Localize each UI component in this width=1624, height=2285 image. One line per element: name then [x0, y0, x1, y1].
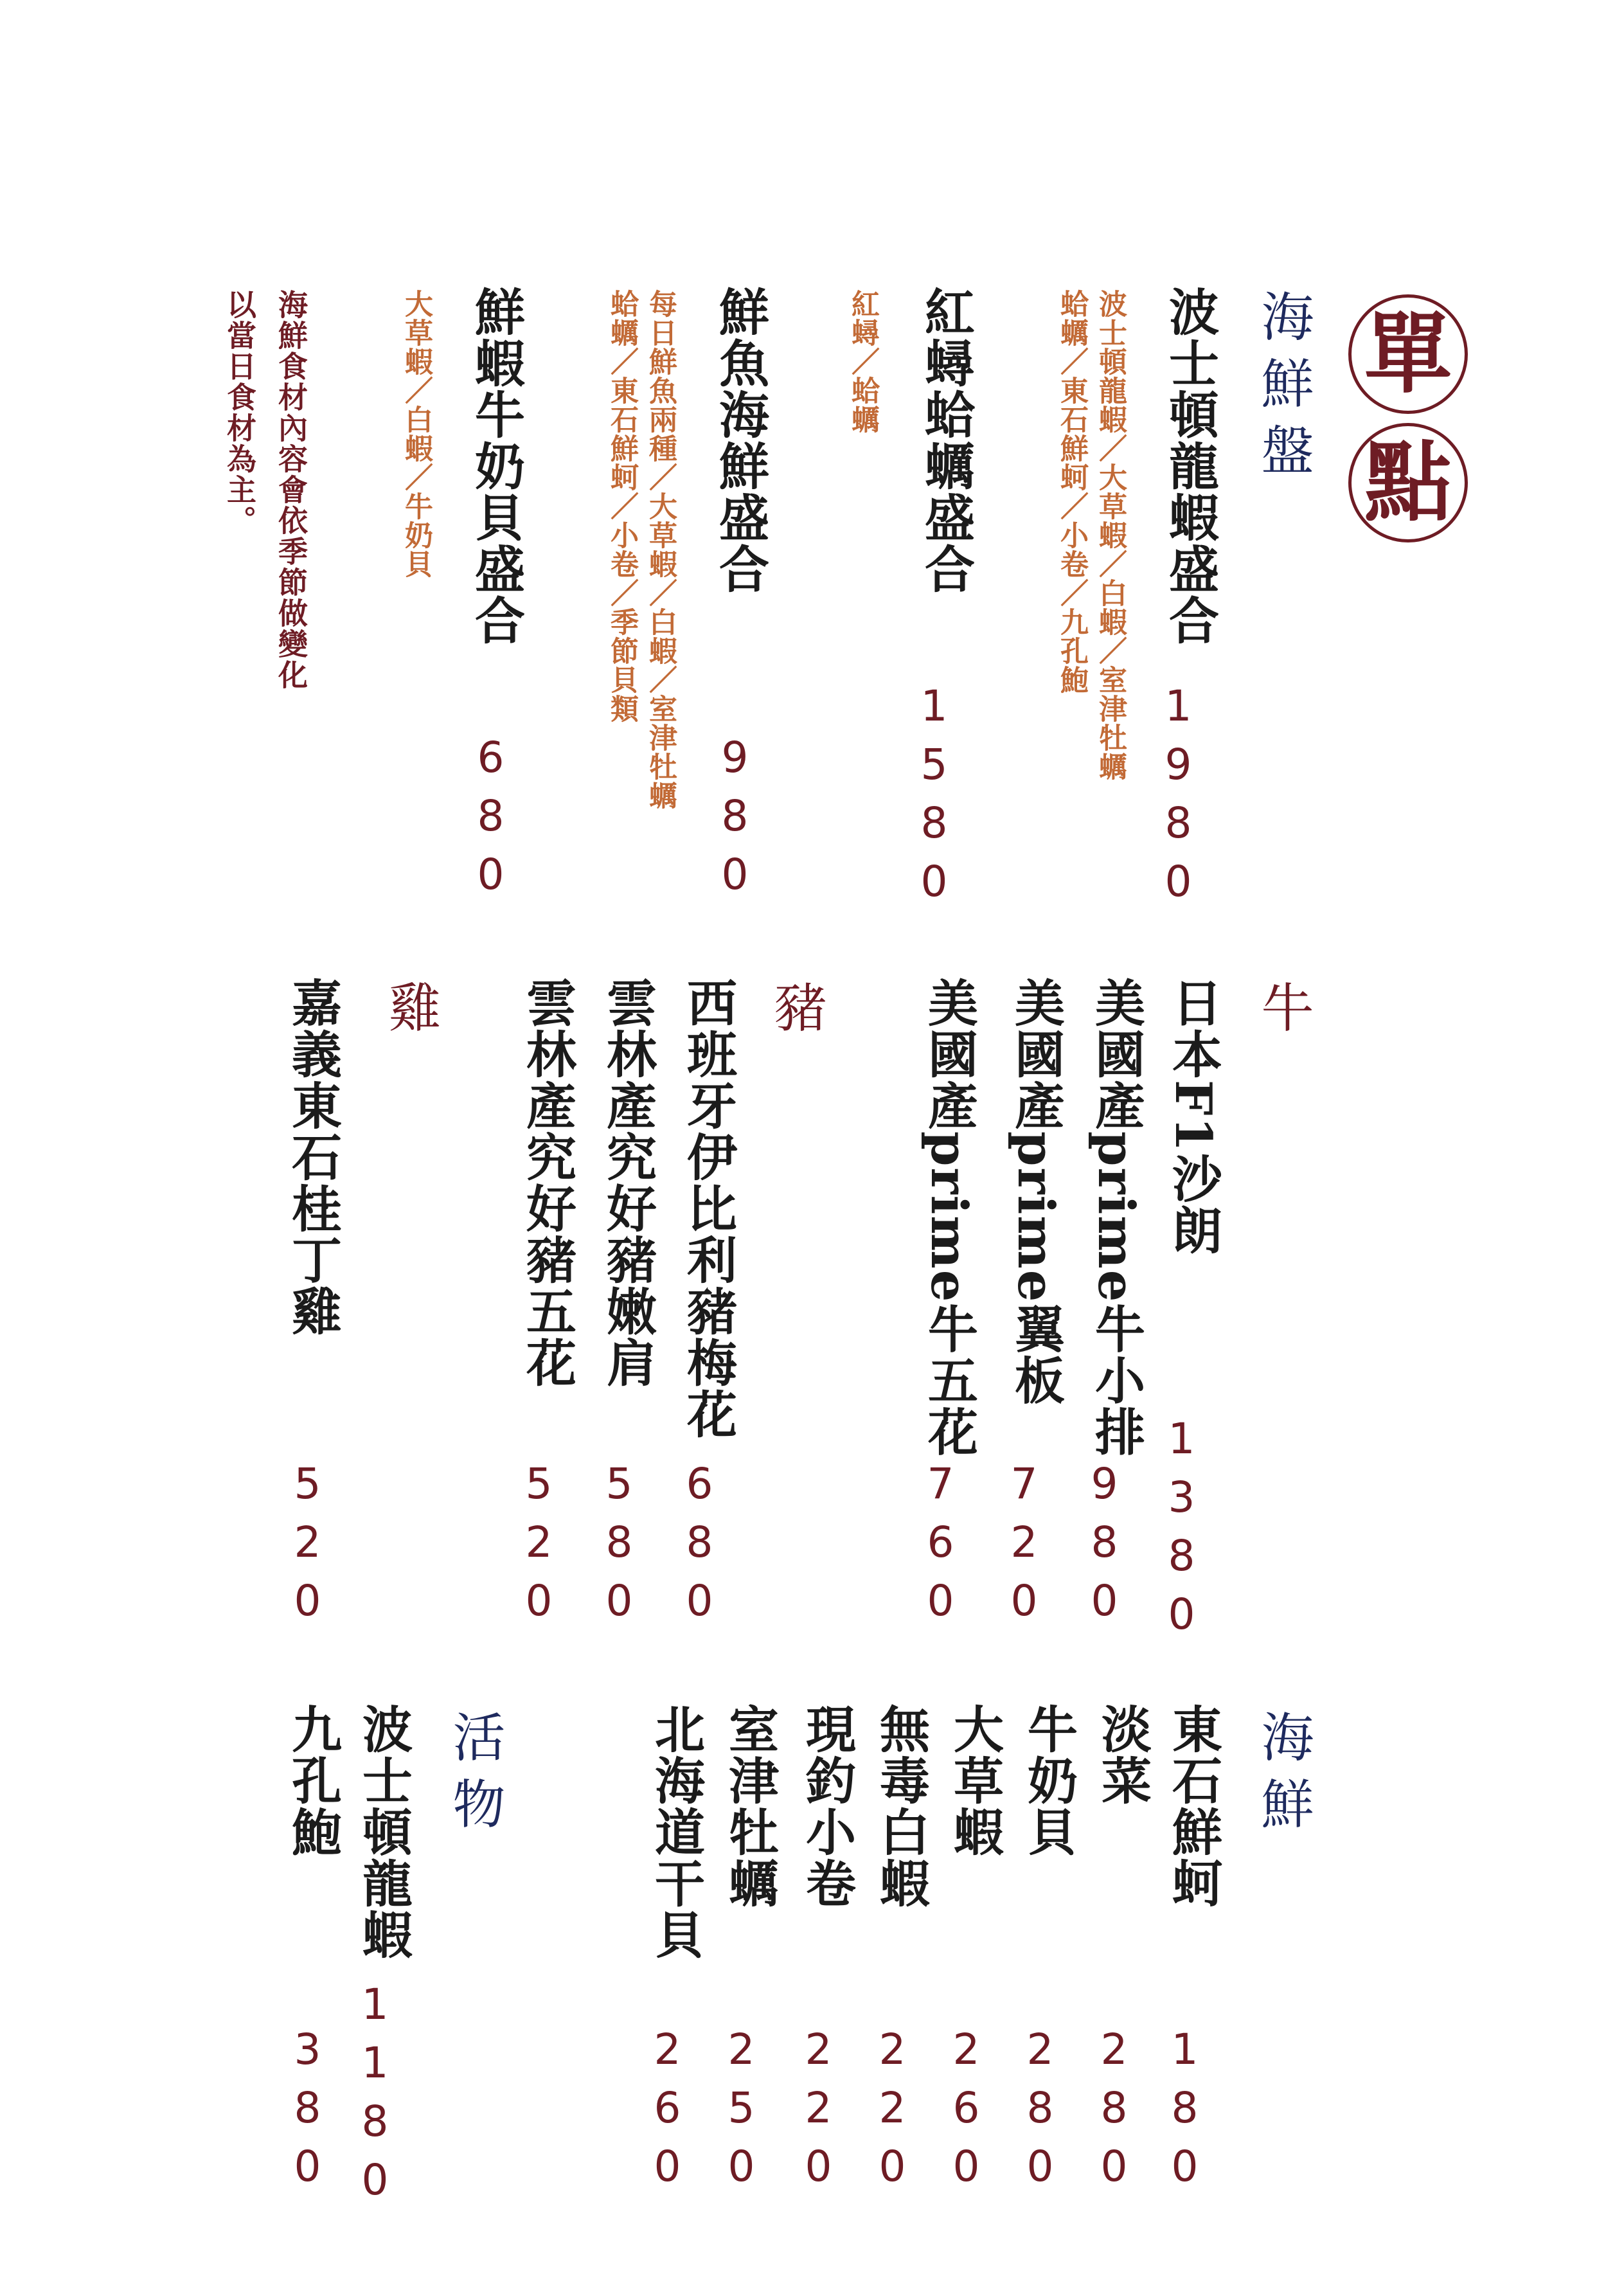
live-item-price: 380 — [283, 2025, 332, 2200]
pork-item-name: 雲林產究好豬五花 — [518, 977, 576, 1388]
seafood-item-name: 大草蝦 — [945, 1703, 1004, 1858]
seafood-item-name: 現釣小卷 — [798, 1703, 856, 1909]
chicken-item-price: 520 — [283, 1459, 332, 1635]
stamp-char-1: 單 — [1348, 294, 1468, 414]
live-item-name: 九孔鮑 — [283, 1703, 342, 1858]
platter-item-name: 鮮蝦牛奶貝盛合 — [467, 286, 525, 646]
beef-item-name: 美國產prime牛五花 — [920, 977, 978, 1458]
pork-item-price: 580 — [594, 1459, 644, 1635]
seafood-item-price: 280 — [1089, 2025, 1139, 2200]
platter-item-price: 980 — [710, 733, 760, 908]
platter-item-detail: 波士頓龍蝦／大草蝦／白蝦／室津牡蠣 — [1094, 289, 1127, 781]
beef-item-price: 980 — [1080, 1459, 1129, 1635]
beef-item-name: 美國產prime牛小排 — [1087, 977, 1145, 1458]
platter-item-price: 1580 — [909, 681, 959, 915]
chicken-title: 雞 — [380, 980, 441, 1047]
seafood-item-price: 220 — [794, 2025, 843, 2200]
seafood-title: 海鮮 — [1253, 1710, 1314, 1843]
platter-item-detail: 每日鮮魚兩種／大草蝦／白蝦／室津牡蠣 — [644, 289, 677, 810]
platter-note: 以當日食材為主。 — [222, 289, 257, 536]
beef-item-price: 1380 — [1157, 1414, 1206, 1648]
pork-item-price: 680 — [675, 1459, 724, 1635]
live-item-price: 1180 — [350, 1980, 400, 2214]
stamp-char-2: 點 — [1348, 423, 1468, 542]
platter-item-detail: 蛤蠣／東石鮮蚵／小卷／季節貝類 — [605, 289, 638, 723]
seafood-item-price: 250 — [717, 2025, 766, 2200]
platter-title: 海鮮盤 — [1253, 289, 1314, 490]
pork-title: 豬 — [765, 980, 826, 1047]
seafood-item-name: 東石鮮蚵 — [1164, 1703, 1222, 1909]
chicken-item-name: 嘉義東石桂丁雞 — [283, 977, 342, 1337]
platter-item-price: 680 — [466, 733, 515, 908]
seafood-item-price: 220 — [868, 2025, 917, 2200]
live-title: 活物 — [444, 1710, 505, 1843]
beef-title: 牛 — [1253, 980, 1314, 1047]
seafood-item-price: 180 — [1160, 2025, 1209, 2200]
platter-note: 海鮮食材內容會依季節做變化 — [274, 289, 308, 690]
platter-item-detail: 蛤蠣／東石鮮蚵／小卷／九孔鮑 — [1055, 289, 1088, 694]
live-item-name: 波士頓龍蝦 — [354, 1703, 413, 1960]
seafood-item-name: 淡菜 — [1093, 1703, 1152, 1806]
platter-item-detail: 紅蟳／蛤蠣 — [846, 289, 879, 434]
platter-item-price: 1980 — [1154, 681, 1203, 915]
platter-item-name: 波士頓龍蝦盛合 — [1161, 286, 1219, 646]
seafood-item-name: 北海道干貝 — [647, 1703, 705, 1960]
beef-item-name: 美國產prime翼板 — [1006, 977, 1065, 1406]
seafood-item-name: 室津牡蠣 — [720, 1703, 779, 1909]
pork-item-name: 雲林產究好豬嫩肩 — [598, 977, 657, 1388]
beef-item-price: 760 — [916, 1459, 965, 1635]
platter-item-name: 紅蟳蛤蠣盛合 — [916, 286, 975, 595]
platter-item-detail: 大草蝦／白蝦／牛奶貝 — [400, 289, 433, 578]
seafood-item-name: 牛奶貝 — [1019, 1703, 1078, 1858]
pork-item-price: 520 — [514, 1459, 564, 1635]
beef-item-price: 720 — [999, 1459, 1049, 1635]
pork-item-name: 西班牙伊比利豬梅花 — [679, 977, 737, 1440]
platter-item-name: 鮮魚海鮮盛合 — [711, 286, 769, 595]
seafood-item-price: 260 — [643, 2025, 692, 2200]
beef-item-name: 日本F1沙朗 — [1164, 977, 1222, 1256]
seafood-item-price: 260 — [941, 2025, 991, 2200]
seafood-item-name: 無毒白蝦 — [871, 1703, 930, 1909]
seafood-item-price: 280 — [1015, 2025, 1065, 2200]
